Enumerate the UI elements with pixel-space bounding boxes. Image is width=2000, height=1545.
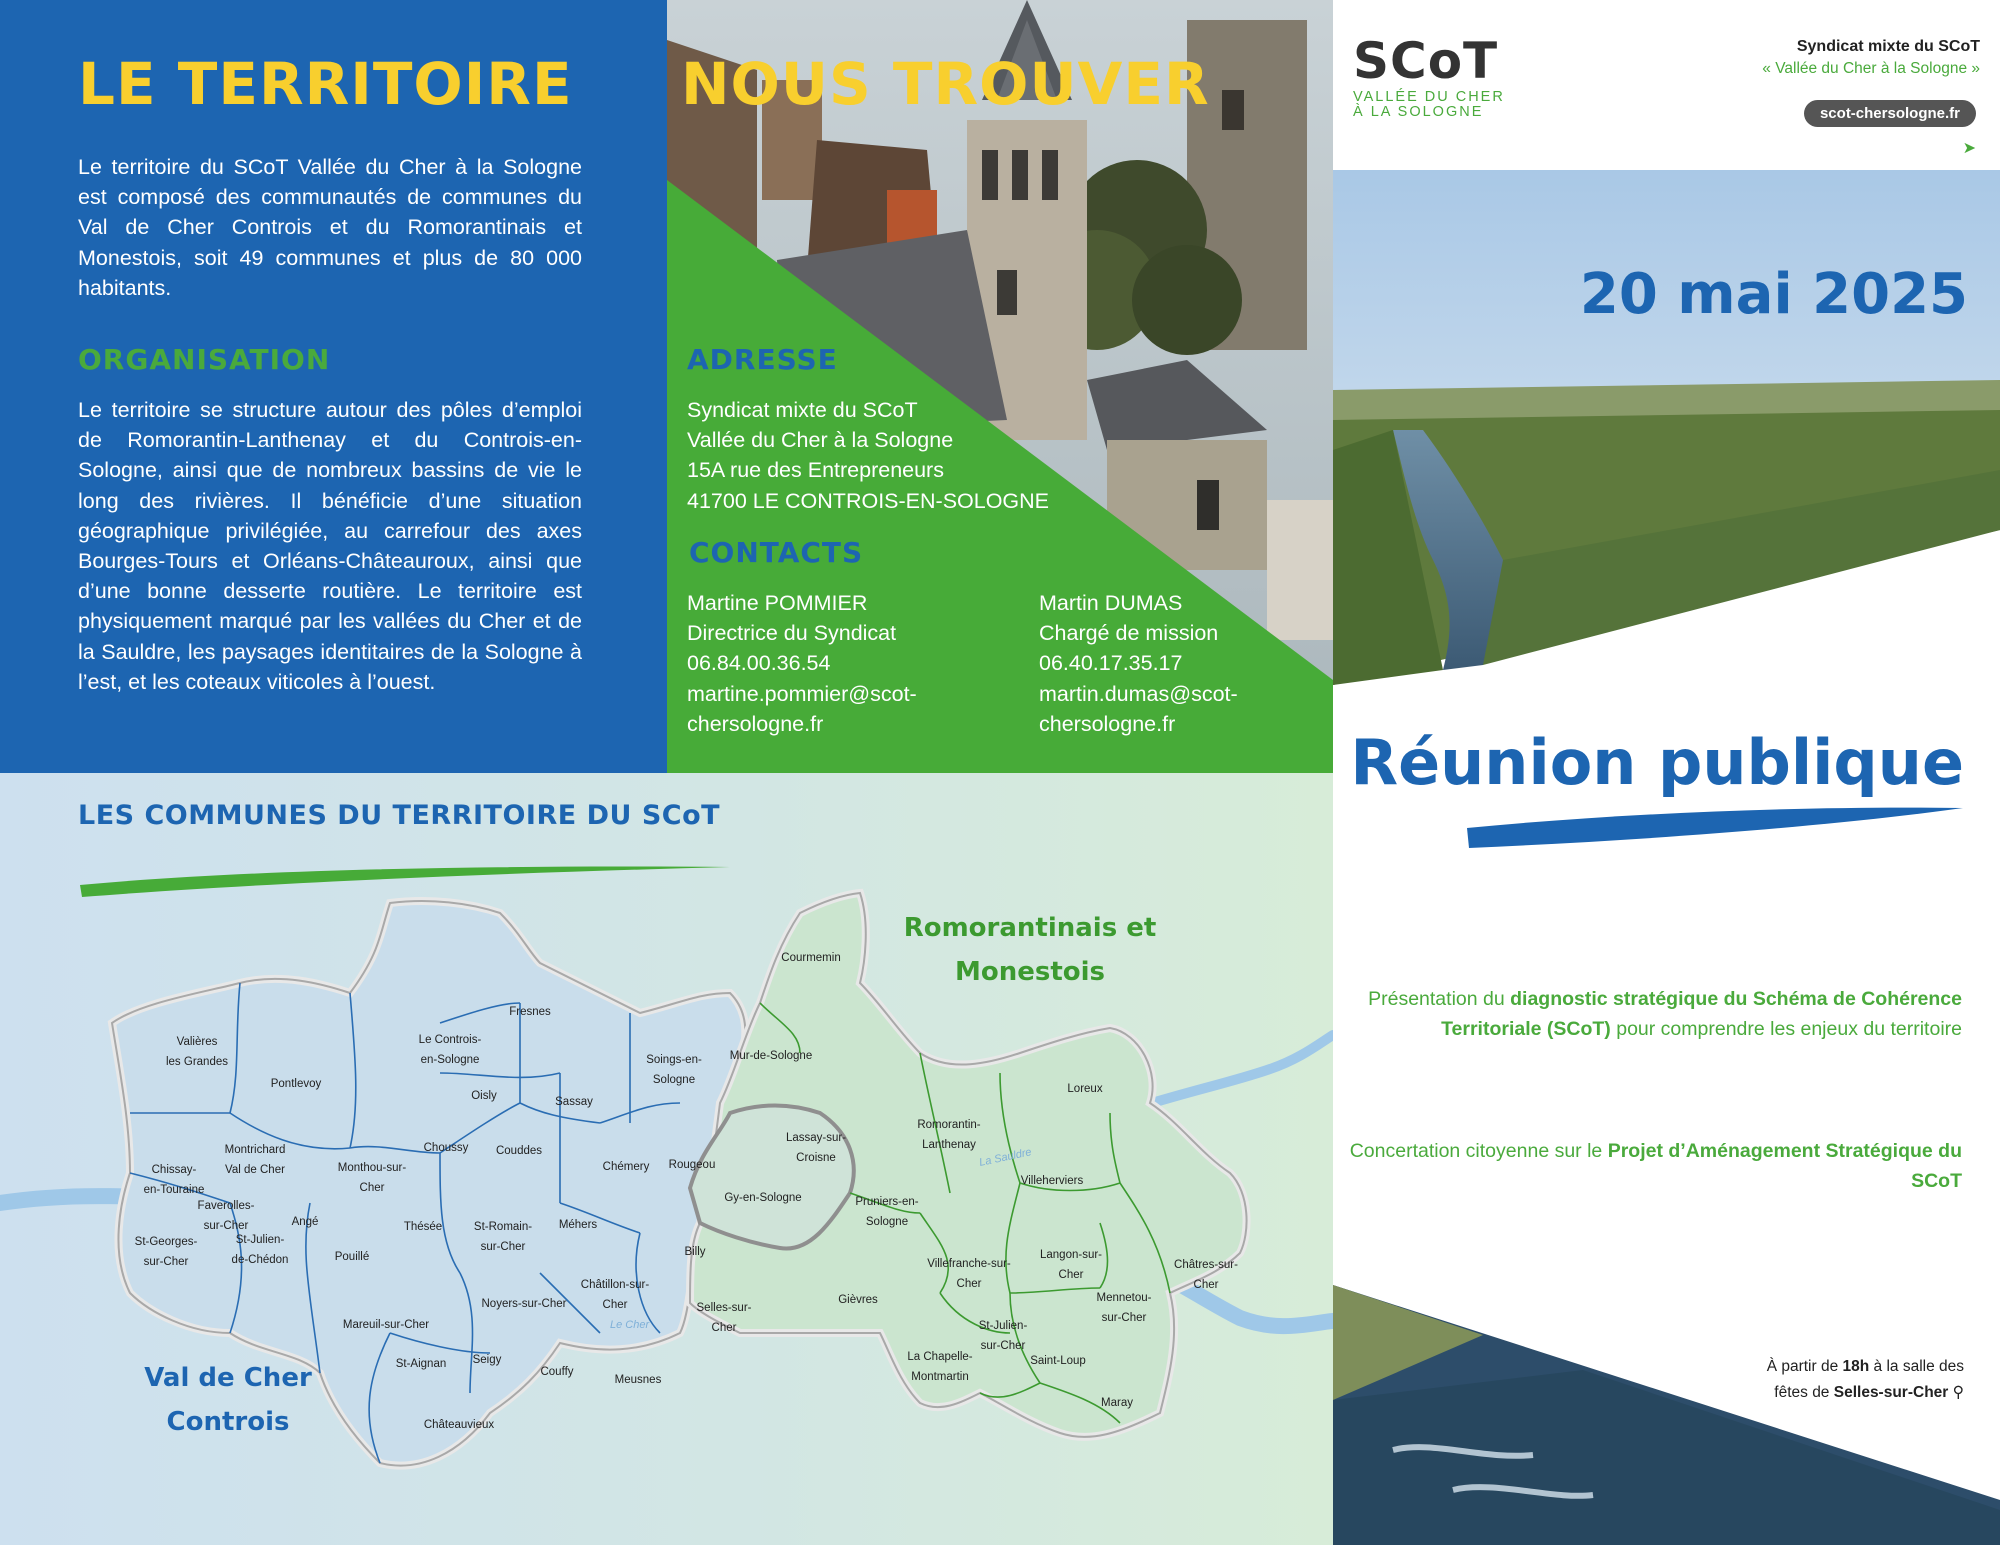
adresse-block	[687, 395, 1049, 516]
commune-label: Lassay-sur-	[785, 1132, 847, 1144]
commune-label: St-Aignan	[395, 1358, 447, 1370]
commune-label: Châtres-sur-	[1174, 1259, 1238, 1271]
commune-label: Mennetou-	[1096, 1292, 1152, 1304]
commune-label: Villeherviers	[1020, 1175, 1084, 1187]
presentation-text-c: pour comprendre les enjeux du territoire	[1610, 1018, 1962, 1040]
commune-label: sur-Cher	[480, 1241, 526, 1253]
commune-label: Châtillon-sur-	[580, 1279, 650, 1291]
contact-pommier	[687, 588, 917, 739]
adresse-line: Syndicat mixte du SCoT	[687, 398, 918, 422]
sauldre-river-label: La Sauldre	[978, 1146, 1033, 1169]
presentation-text	[1342, 984, 1962, 1044]
commune-label: Montrichard	[224, 1144, 286, 1156]
info-text: fêtes de	[1774, 1384, 1834, 1401]
concertation-text	[1342, 1136, 1962, 1196]
commune-label: de-Chédon	[231, 1254, 289, 1266]
region-line: Controis	[166, 1407, 290, 1437]
commune-label: Cher	[359, 1182, 385, 1194]
commune-label: St-Georges-	[134, 1236, 198, 1248]
commune-label: les Grandes	[165, 1056, 229, 1068]
commune-label: Oisly	[471, 1090, 497, 1102]
contact-email[interactable]: martine.pommier@scot-	[687, 681, 917, 706]
region-label-val-de-cher	[110, 1356, 346, 1444]
commune-label: Montmartin	[911, 1371, 969, 1383]
nous-trouver-panel	[667, 0, 1333, 773]
commune-label: Billy	[684, 1246, 706, 1258]
commune-label: Gy-en-Sologne	[724, 1192, 802, 1204]
adresse-line: 15A rue des Entrepreneurs	[687, 458, 944, 483]
info-time: 18h	[1842, 1358, 1870, 1375]
organisation-title: ORGANISATION	[78, 343, 331, 376]
contacts-title: CONTACTS	[689, 536, 864, 569]
logo-subtitle-line: À LA SOLOGNE	[1353, 104, 1484, 120]
commune-label: Pontlevoy	[270, 1078, 322, 1090]
contact-email-domain[interactable]: chersologne.fr	[687, 711, 824, 736]
commune-label: Rougeou	[668, 1159, 716, 1171]
commune-label: Soings-en-	[646, 1054, 702, 1066]
commune-label: Courmemin	[781, 952, 841, 964]
commune-label: Sologne	[865, 1216, 909, 1228]
nous-trouver-title: NOUS TROUVER	[681, 50, 1210, 118]
commune-label: Selles-sur-	[696, 1302, 752, 1314]
adresse-title: ADRESSE	[687, 343, 838, 376]
region-line: Romorantinais et	[903, 913, 1157, 943]
commune-label: Langon-sur-	[1039, 1249, 1103, 1261]
commune-label: St-Romain-	[473, 1221, 533, 1233]
commune-label: Maray	[1101, 1397, 1133, 1409]
map-title: LES COMMUNES DU TERRITOIRE DU SCoT	[78, 800, 721, 831]
commune-label: St-Julien-	[978, 1320, 1028, 1332]
commune-label: sur-Cher	[203, 1220, 249, 1232]
commune-label: Sassay	[555, 1096, 593, 1108]
event-info	[1767, 1354, 1964, 1406]
info-text: À partir de	[1766, 1358, 1843, 1375]
title-underline-brush	[80, 867, 730, 897]
contact-phone[interactable]: 06.40.17.35.17	[1039, 651, 1183, 676]
commune-label: Meusnes	[614, 1374, 662, 1386]
reunion-panel	[1333, 0, 2000, 1545]
region-line: Monestois	[954, 957, 1106, 987]
commune-label: Noyers-sur-Cher	[481, 1298, 567, 1310]
commune-label: Sologne	[652, 1074, 696, 1086]
commune-label: Valières	[176, 1036, 218, 1048]
commune-label: Châteauvieux	[423, 1419, 495, 1431]
region-line: Val de Cher	[144, 1363, 312, 1393]
presentation-text-a: Présentation du	[1368, 988, 1511, 1010]
commune-label: Croisne	[796, 1152, 836, 1164]
commune-label: Mareuil-sur-Cher	[342, 1319, 430, 1331]
commune-label: sur-Cher	[1101, 1312, 1147, 1324]
commune-label: Pouillé	[334, 1251, 370, 1263]
territoire-title: LE TERRITOIRE	[78, 50, 573, 118]
commune-label: en-Touraine	[143, 1184, 205, 1196]
logo-subtitle	[1353, 90, 1505, 120]
commune-label: Méhers	[558, 1219, 598, 1231]
adresse-line: 41700 LE CONTROIS-EN-SOLOGNE	[687, 488, 1050, 513]
commune-label: Cher	[1193, 1279, 1219, 1291]
commune-label: La Chapelle-	[907, 1351, 973, 1363]
commune-label: Romorantin-	[917, 1119, 981, 1131]
contact-phone[interactable]: 06.84.00.36.54	[687, 651, 831, 676]
presentation-text-bold: diagnostic stratégique du Schéma de Cohérence Territoriale (SCoT)	[1441, 988, 1962, 1040]
commune-label: Villefranche-sur-	[927, 1258, 1011, 1270]
info-text: à la salle des	[1869, 1358, 1964, 1375]
contact-email[interactable]: martin.dumas@scot-	[1039, 681, 1238, 706]
info-venue: Selles-sur-Cher	[1833, 1384, 1949, 1401]
organisation-text: Le territoire se structure autour des pôles d’emploi de Romorantin-Lanthenay et du Controis-en-Sologne, ainsi que de nombreux bassins de vie le long des rivières. Il bénéficie d’une situation géographique privilégiée, au carrefour des axes Bourges-Tours et Orléans-Châteauroux, ainsi que d’une bonne desserte routière. Le territoire est physiquement marqué par les vallées du Cher et de la Sauldre, les paysages identitaires de la Sologne à l’est, et les coteaux viticoles à l’ouest.	[78, 398, 582, 694]
commune-label: Cher	[956, 1278, 982, 1290]
commune-label: Couffy	[540, 1366, 574, 1378]
commune-label: Gièvres	[838, 1294, 878, 1306]
concertation-text-a: Concertation citoyenne sur le	[1349, 1140, 1608, 1162]
territoire-panel	[0, 0, 667, 773]
logo-subtitle-line: VALLÉE DU CHER	[1353, 89, 1505, 105]
adresse-line: Vallée du Cher à la Sologne	[687, 428, 954, 453]
concertation-text-bold: Projet d’Aménagement Stratégique du SCoT	[1607, 1140, 1962, 1192]
event-date: 20 mai 2025	[1579, 262, 1968, 327]
commune-label: Monthou-sur-	[337, 1162, 407, 1174]
scot-logo	[1353, 32, 1505, 120]
territoire-intro: Le territoire du SCoT Vallée du Cher à la Sologne est composé des communautés de communes du Val de Cher Controis et du Romorantinais et Monestois, soit 49 communes et plus de 80 000 habitants.	[78, 155, 582, 300]
commune-label: Chémery	[602, 1161, 650, 1173]
commune-label: sur-Cher	[143, 1256, 189, 1268]
commune-label: en-Sologne	[420, 1054, 480, 1066]
commune-label: sur-Cher	[980, 1340, 1026, 1352]
cher-river-label: Le Cher	[610, 1319, 650, 1331]
commune-label: Mur-de-Sologne	[729, 1050, 813, 1062]
commune-label: Cher	[602, 1299, 628, 1311]
commune-label: St-Julien-	[235, 1234, 285, 1246]
commune-label: Saint-Loup	[1030, 1355, 1086, 1367]
commune-label: Seigy	[472, 1354, 502, 1366]
cursor-icon: ➤	[1962, 140, 1976, 157]
commune-label: Thésée	[403, 1221, 443, 1233]
commune-label: Val de Cher	[225, 1164, 285, 1176]
contact-name: Martine POMMIER	[687, 591, 868, 615]
commune-label: Loreux	[1067, 1083, 1103, 1095]
logo-word: SCoT	[1353, 32, 1499, 90]
contact-dumas	[1039, 588, 1238, 739]
contact-role: Directrice du Syndicat	[687, 621, 897, 646]
org-subtitle: « Vallée du Cher à la Sologne »	[1762, 60, 1980, 77]
location-pin-icon: ⚲	[1952, 1384, 1964, 1401]
contact-email-domain[interactable]: chersologne.fr	[1039, 711, 1176, 736]
commune-label: Pruniers-en-	[855, 1196, 919, 1208]
commune-label: Chissay-	[151, 1164, 197, 1176]
region-label-romorantinais	[880, 906, 1180, 994]
org-title: Syndicat mixte du SCoT	[1796, 38, 1980, 55]
reunion-title: Réunion publique	[1350, 726, 1964, 799]
commune-label: Le Controis-	[418, 1034, 482, 1046]
commune-label: Cher	[711, 1322, 737, 1334]
reunion-underline-brush	[1467, 808, 1963, 848]
commune-label: Cher	[1058, 1269, 1084, 1281]
commune-label: Lanthenay	[922, 1139, 976, 1151]
commune-label: Fresnes	[509, 1006, 551, 1018]
commune-label: Couddes	[495, 1145, 543, 1157]
website-link[interactable]: scot-chersologne.fr	[1804, 100, 1976, 127]
commune-label: Choussy	[423, 1142, 469, 1154]
contact-name: Martin DUMAS	[1039, 591, 1183, 615]
commune-label: Angé	[291, 1216, 319, 1228]
commune-label: Faverolles-	[197, 1200, 255, 1212]
contact-role: Chargé de mission	[1039, 621, 1219, 646]
